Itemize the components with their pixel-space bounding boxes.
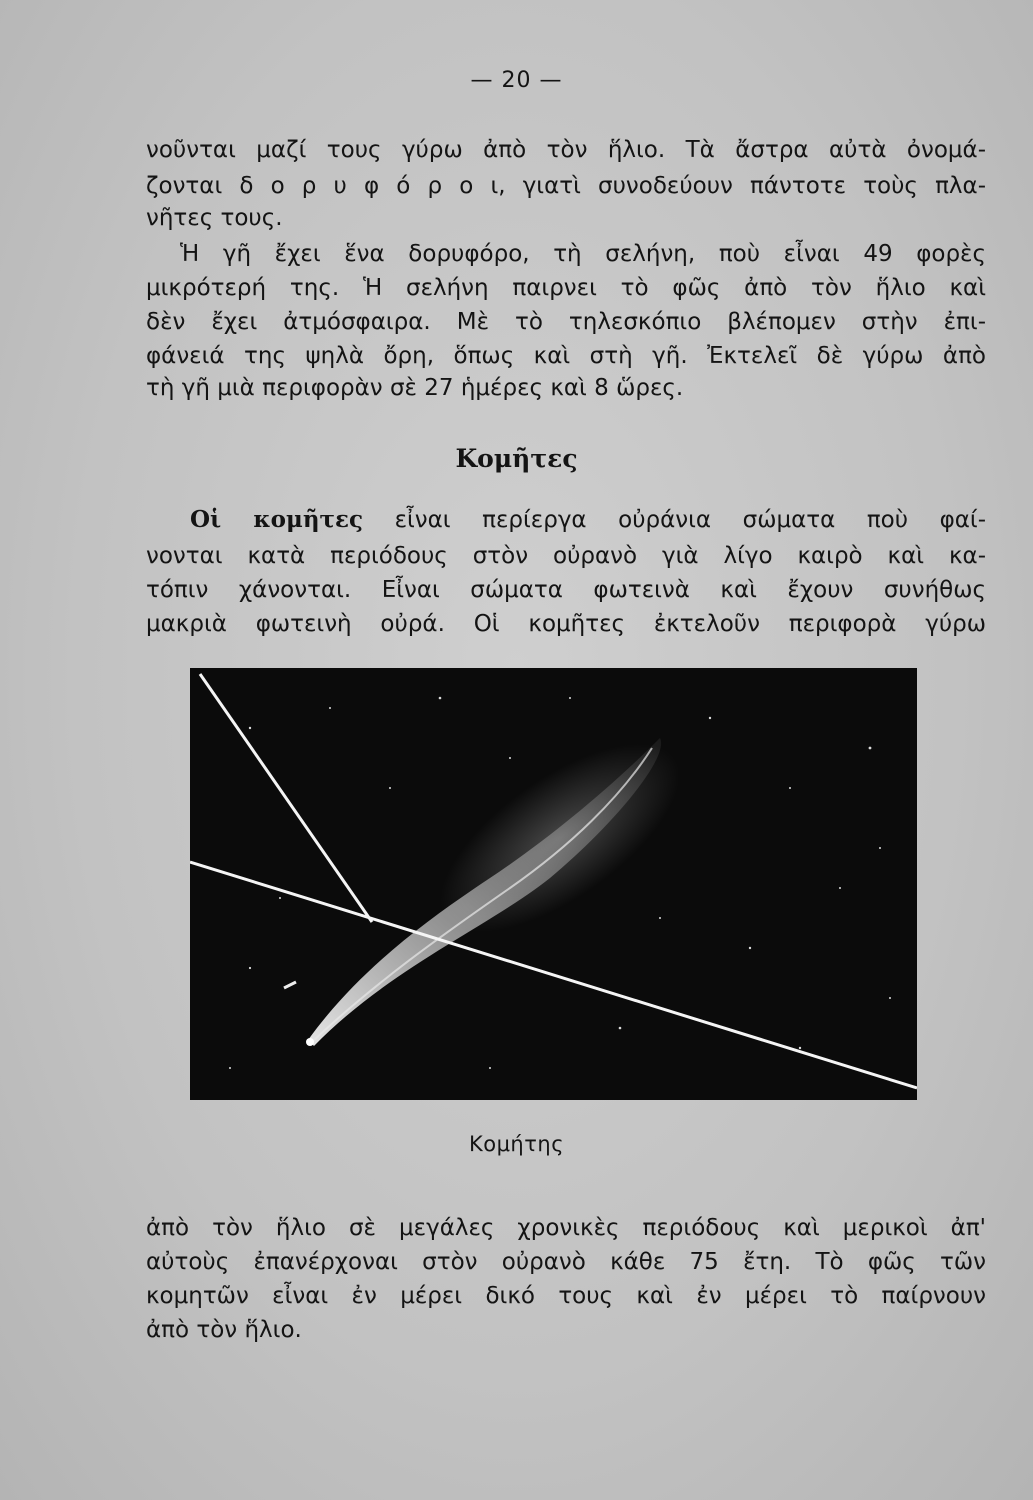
text-line: τόπιν χάνονται. Εἶναι σώματα φωτεινὰ καὶ ἔχουν συνήθως: [146, 577, 986, 603]
comet-nucleus: [306, 1038, 314, 1046]
comet-photo-svg: [190, 668, 917, 1100]
text-line: νονται κατὰ περιόδους στὸν οὐρανὸ γιὰ λίγο καιρὸ καὶ κα-: [146, 543, 986, 569]
comet-illustration: [190, 668, 917, 1100]
reference-line: [200, 674, 372, 922]
text-line: ἀπὸ τὸν ἥλιο.: [146, 1317, 302, 1343]
text-line: [190, 502, 986, 538]
text-line: τὴ γῆ μιὰ περιφορὰν σὲ 27 ἡμέρες καὶ 8 ὥρες.: [146, 375, 684, 401]
figure-caption: Κομήτης: [468, 1132, 565, 1156]
section-heading: Κομῆτες: [455, 444, 578, 473]
text-line: μικρότερή της. Ἡ σελήνη παιρνει τὸ φῶς ἀπὸ τὸν ἥλιο καὶ: [146, 275, 986, 301]
text-line: Ἡ γῆ ἔχει ἕνα δορυφόρο, τὴ σελήνη, ποὺ εἶναι 49 φορὲς: [180, 241, 986, 267]
bold-lead-term: Οἱ κομῆτες: [190, 506, 364, 533]
text-span: εἶναι περίεργα οὐράνια σώματα ποὺ φαί-: [394, 507, 987, 533]
text-line: φάνειά της ψηλὰ ὄρη, ὅπως καὶ στὴ γῆ. Ἐκτελεῖ δὲ γύρω ἀπὸ: [146, 343, 986, 369]
text-line: μακριὰ φωτεινὴ οὐρά. Οἱ κομῆτες ἐκτελοῦν περιφορὰ γύρω: [146, 611, 986, 637]
text-line: νῆτες τους.: [146, 205, 283, 231]
text-line: νοῦνται μαζί τους γύρω ἀπὸ τὸν ἥλιο. Τὰ ἄστρα αὐτὰ ὀνομά-: [146, 137, 986, 163]
page-number: — 20 —: [470, 68, 563, 93]
text-line: αὐτοὺς ἐπανέρχοναι στὸν οὐρανὸ κάθε 75 ἔτη. Τὸ φῶς τῶν: [146, 1249, 986, 1275]
text-line: ἀπὸ τὸν ἥλιο σὲ μεγάλες χρονικὲς περιόδους καὶ μερικοὶ ἀπ': [146, 1215, 986, 1241]
text-line: ζονται δ ο ρ υ φ ό ρ ο ι, γιατὶ συνοδεύουν πάντοτε τοὺς πλα-: [146, 173, 986, 199]
text-line: δὲν ἔχει ἀτμόσφαιρα. Μὲ τὸ τηλεσκόπιο βλέπομεν στὴν ἐπι-: [146, 309, 986, 335]
text-line: κομητῶν εἶναι ἐν μέρει δικό τους καὶ ἐν μέρει τὸ παίρνουν: [146, 1283, 986, 1309]
